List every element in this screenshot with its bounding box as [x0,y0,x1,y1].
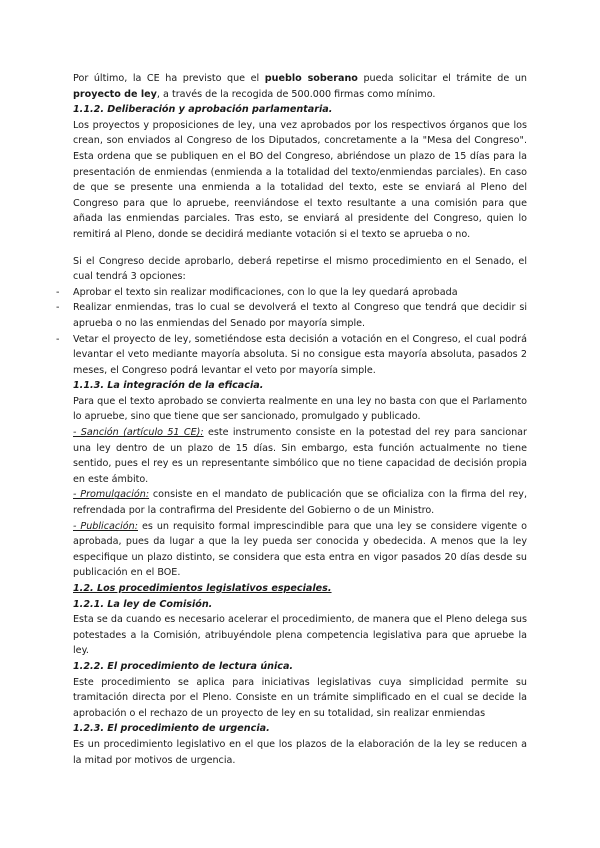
heading-1-2: 1.2. Los procedimientos legislativos especiales. [73,583,332,594]
paragraph-sancion [73,425,527,487]
paragraph-senado-intro: Si el Congreso decide aprobarlo, deberá repetirse el mismo procedimiento en el Senado, el cual tendrá 3 opciones: [73,255,527,283]
promulgacion-text: consiste en el mandato de publicación que se oficializa con la firma del rey, refrendada por la contrafirma del Presidente del Gobierno o de un Ministro. [73,489,527,517]
paragraph-ley-comision: Esta se da cuando es necesario acelerar el procedimiento, de manera que el Pleno delega sus potestades a la Comisión, atribuyéndole plena competencia legislativa para que apruebe la ley. [73,614,527,657]
list-item [56,285,527,301]
intro-bold-proyecto: proyecto de ley [73,88,157,100]
heading-1-1-3: 1.1.3. La integración de la eficacia. [73,380,264,392]
paragraph-deliberacion: Los proyectos y proposiciones de ley, una vez aprobados por los respectivos órganos que los crean, son enviados al Congreso de los Diputados, concretamente a la "Mesa del Congreso". Esta ordena que se publiquen en el BO del Congreso, abriéndose un plazo de 15 días para la presentación de enmiendas (enmienda a la totalidad del texto/enmiendas parciales). En caso de que se presente una enmienda a la totalidad del texto, este se enviará al Pleno del Congreso para que lo apruebe, reenviándose el texto resultante a una comisión para que añada las enmiendas parciales. Tras esto, se enviará al presidente del Congreso, quien lo remitirá al Pleno, donde se decidirá mediante votación si el texto se aprueba o no. [73,119,527,240]
dash-bullet: - [56,302,60,314]
sancion-text: este instrumento consiste en la potestad del rey para sancionar una ley dentro de un plazo de 15 días. Sin embargo, esta función actualmente no tiene sentido, pues el rey es un representante simbólico que no tiene capacidad de decisión propia en este ámbito. [73,427,527,485]
dash-bullet: - [56,333,60,345]
intro-paragraph [73,71,527,102]
paragraph-lectura-unica: Este procedimiento se aplica para iniciativas legislativas cuya simplicidad permite su tramitación directa por el Pleno. Consiste en un trámite simplificado en el cual se decide la aprobación o el rechazo de un proyecto de ley en su totalidad, sin realizar enmiendas [73,676,527,719]
dash-bullet: - [56,286,60,298]
paragraph-urgencia: Es un procedimiento legislativo en el que los plazos de la elaboración de la ley se reducen a la mitad por motivos de urgencia. [73,738,527,766]
option-text: Aprobar el texto sin realizar modificaciones, con lo que la ley quedará aprobada [73,286,458,298]
intro-text-3: , a través de la recogida de 500.000 firmas como mínimo. [156,88,436,100]
intro-text-2: pueda solicitar el trámite de un [357,73,527,84]
sancion-label: - Sanción (artículo 51 CE): [73,427,204,439]
option-text: Vetar el proyecto de ley, sometiéndose esta decisión a votación en el Congreso, el cual podrá levantar el veto mediante mayoría absoluta. Si no consigue esta mayoría absoluta, pasados 2 meses, el Congreso podrá levantar el veto por mayoría simple. [73,333,527,376]
heading-1-2-3: 1.2.3. El procedimiento de urgencia. [73,723,270,735]
heading-1-1-2: 1.1.2. Deliberación y aprobación parlamentaria. [73,104,333,116]
paragraph-eficacia: Para que el texto aprobado se convierta realmente en una ley no basta con que el Parlamento lo apruebe, sino que tiene que ser sancionado, promulgado y publicado. [73,395,527,423]
heading-1-2-1: 1.2.1. La ley de Comisión. [73,598,213,610]
option-text: Realizar enmiendas, tras lo cual se devolverá el texto al Congreso que tendrá que decidir si aprueba o no las enmiendas del Senado por mayoría simple. [73,302,527,329]
intro-bold-pueblo: pueblo soberano [264,73,358,84]
senado-options-list [56,285,527,379]
promulgacion-label: - Promulgación: [73,489,150,501]
paragraph-promulgacion [73,487,527,518]
list-item [56,300,527,331]
list-item [56,332,527,379]
heading-1-2-2: 1.2.2. El procedimiento de lectura única. [73,660,294,672]
publicacion-label: - Publicación: [73,520,138,532]
paragraph-publicacion [73,519,527,581]
intro-text-1: Por último, la CE ha previsto que el [73,73,265,84]
publicacion-text: es un requisito formal imprescindible para que una ley se considere vigente o aprobada, pues da lugar a que la ley pueda ser conocida y obedecida. A menos que la ley especifique un plazo distinto, se considera que esta entra en vigor pasados 20 días desde su publicación en el BOE. [73,520,527,579]
